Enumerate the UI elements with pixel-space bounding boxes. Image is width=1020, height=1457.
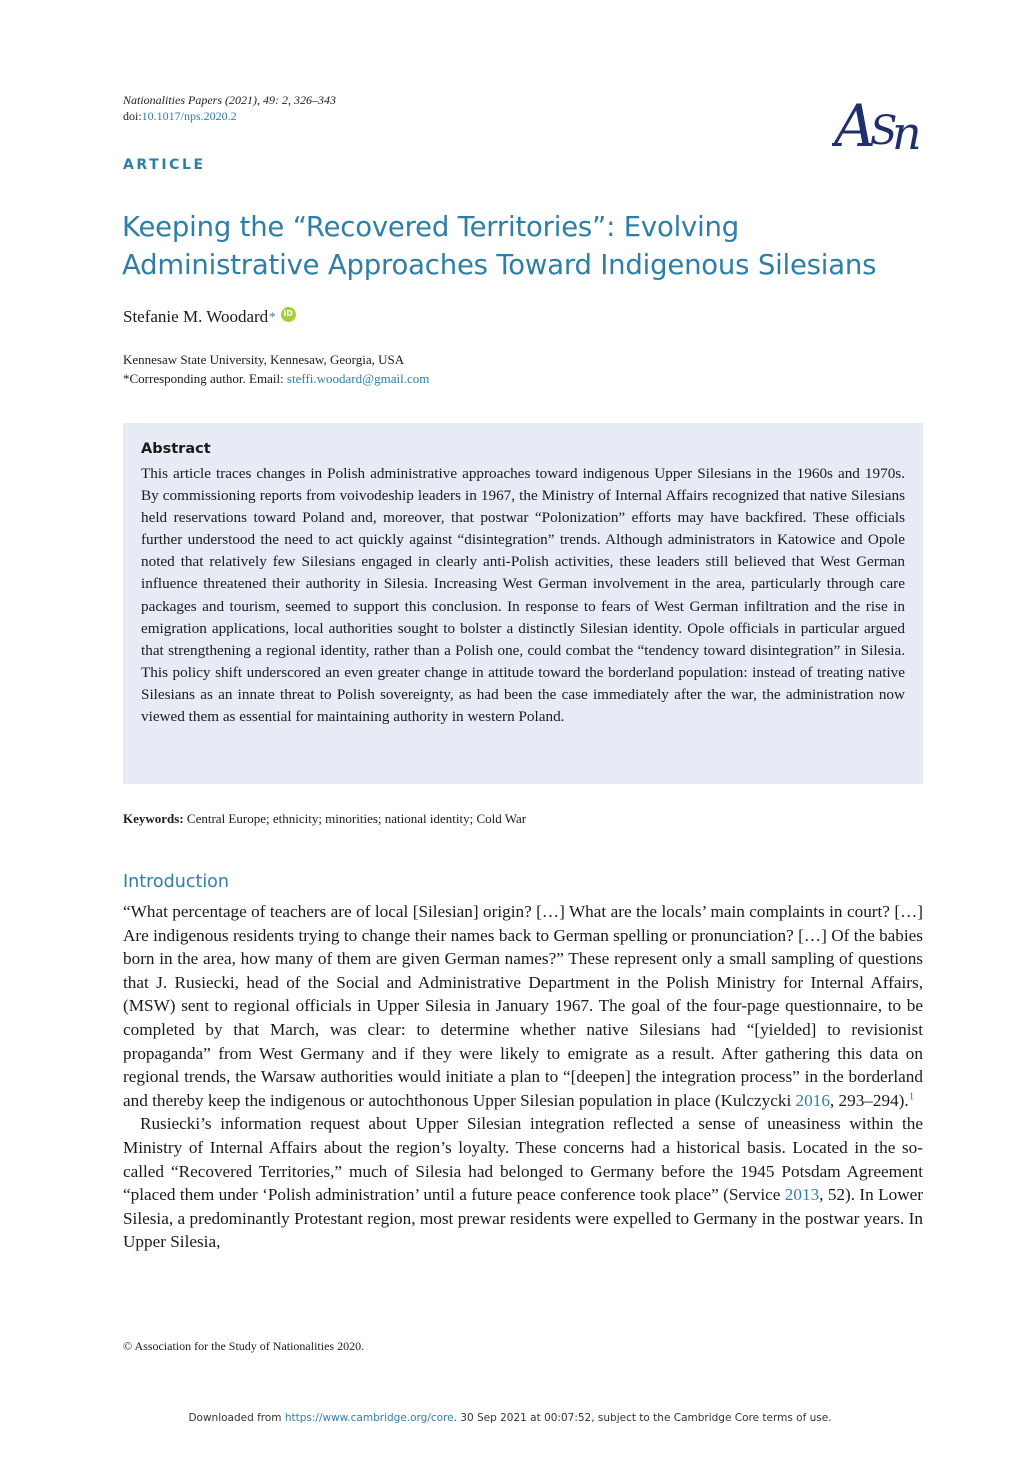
logo-letter-n: n [892,106,922,152]
doi-link[interactable]: 10.1017/nps.2020.2 [141,109,237,123]
paragraph-1 [123,900,923,1112]
abstract-heading: Abstract [141,441,211,457]
keywords [123,810,526,828]
title-line-2: Administrative Approaches Toward Indigenous Silesians [122,249,877,281]
author-name[interactable]: Stefanie M. Woodard [123,307,269,326]
download-suffix: . 30 Sep 2021 at 00:07:52, subject to the Cambridge Core terms of use. [453,1412,832,1424]
corresponding-mark: * [269,309,276,324]
logo-letter-a: A [834,94,876,152]
paragraph-1-text: “What percentage of teachers are of local [Silesian] origin? […] What are the locals’ main complaints in court? […] Are indigenous residents trying to change their names back to German spelling or pronunciation? […] Of the babies born in the area, how many of them are given German names?” These represent only a small sampling of questions that J. Rusiecki, head of the Social and Administrative Department in the Polish Ministry for Internal Affairs, (MSW) sent to regional officials in Upper Silesia in January 1967. The goal of the four-page questionnaire, to be completed by that March, was clear: to determine whether native Silesians had “[yielded] to revisionist propaganda” from West Germany and if they were likely to emigrate as a result. After gathering this data on regional trends, the Warsaw authorities would initiate a plan to “[deepen] the integration process” in the borderland and thereby keep the indigenous or autochthonous Upper Silesian population in place (Kulczycki [123,902,923,1110]
article-title [122,208,932,284]
body-text [123,900,923,1254]
paragraph-2 [123,1112,923,1254]
doi-line [123,108,237,124]
section-heading-introduction: Introduction [123,872,229,892]
paragraph-2-text: Rusiecki’s information request about Upper Silesian integration reflected a sense of uneasiness within the Ministry of Internal Affairs about the region’s loyalty. These concerns had a historical basis. Located in the so-called “Recovered Territories,” much of Silesia had belonged to Germany before the 1945 Potsdam Agreement “placed them under ‘Polish administration’ until a future peace conference took place” (Service [123,1114,923,1205]
corresponding-line [123,369,429,388]
footnote-ref-1[interactable]: 1 [908,1090,915,1103]
logo-letter-s: S [870,108,898,152]
copyright-notice: © Association for the Study of Nationalities 2020. [123,1339,365,1353]
citation-2013[interactable]: 2013 [784,1185,820,1205]
paragraph-2-text-end: , 52). In Lower Silesia, a predominantly Protestant region, most prewar residents were expelled to Germany in the postwar years. In Upper Silesia, [123,1185,923,1252]
orcid-icon[interactable]: iD [281,307,296,322]
author-line [123,306,296,328]
affiliation [123,350,429,388]
corresponding-prefix: *Corresponding author. Email: [123,371,287,386]
download-prefix: Downloaded from [188,1412,285,1424]
email-link[interactable]: steffi.woodard@gmail.com [286,371,430,386]
paragraph-1-text-end: , 293–294). [829,1090,909,1110]
keywords-label: Keywords: [123,811,184,826]
download-notice [0,1411,1020,1425]
cambridge-core-link[interactable]: https://www.cambridge.org/core [284,1412,454,1424]
abstract-text: This article traces changes in Polish administrative approaches toward indigenous Upper Silesians in the 1960s and 1970s. By commissioning reports from voivodeship leaders in 1967, the Ministry of Internal Affairs recognized that native Silesians held reservations toward Poland and, moreover, that postwar “Polonization” efforts may have backfired. These officials further understood the need to act quickly against “disintegration” trends. Although administrators in Katowice and Opole noted that relatively few Silesians engaged in clearly anti-Polish activities, these leaders still believed that West German influence threatened their authority in Silesia. Increasing West German involvement in the area, particularly through care packages and tourism, seemed to support this conclusion. In response to fears of West German infiltration and the rise in emigration applications, local authorities sought to bolster a distinctly Silesian identity. Opole officials in particular argued that strengthening a regional identity, rather than a Polish one, could combat the “tendency toward disintegration” in Silesia. This policy shift underscored an even greater change in attitude toward the borderland population: instead of treating native Silesians as an innate threat to Polish sovereignty, as had been the case immediately after the war, the administration now viewed them as essential for maintaining authority in western Poland. [141,465,905,726]
article-type-label: ARTICLE [123,157,206,173]
journal-citation: Nationalities Papers (2021), 49: 2, 326–343 [123,93,336,107]
affiliation-institution: Kennesaw State University, Kennesaw, Georgia, USA [123,352,405,367]
asn-logo [832,94,924,152]
doi-prefix: doi: [123,109,142,123]
title-line-1: Keeping the “Recovered Territories”: Evolving [122,211,740,243]
keywords-list: Central Europe; ethnicity; minorities; national identity; Cold War [183,811,527,826]
citation-2016[interactable]: 2016 [795,1090,830,1110]
